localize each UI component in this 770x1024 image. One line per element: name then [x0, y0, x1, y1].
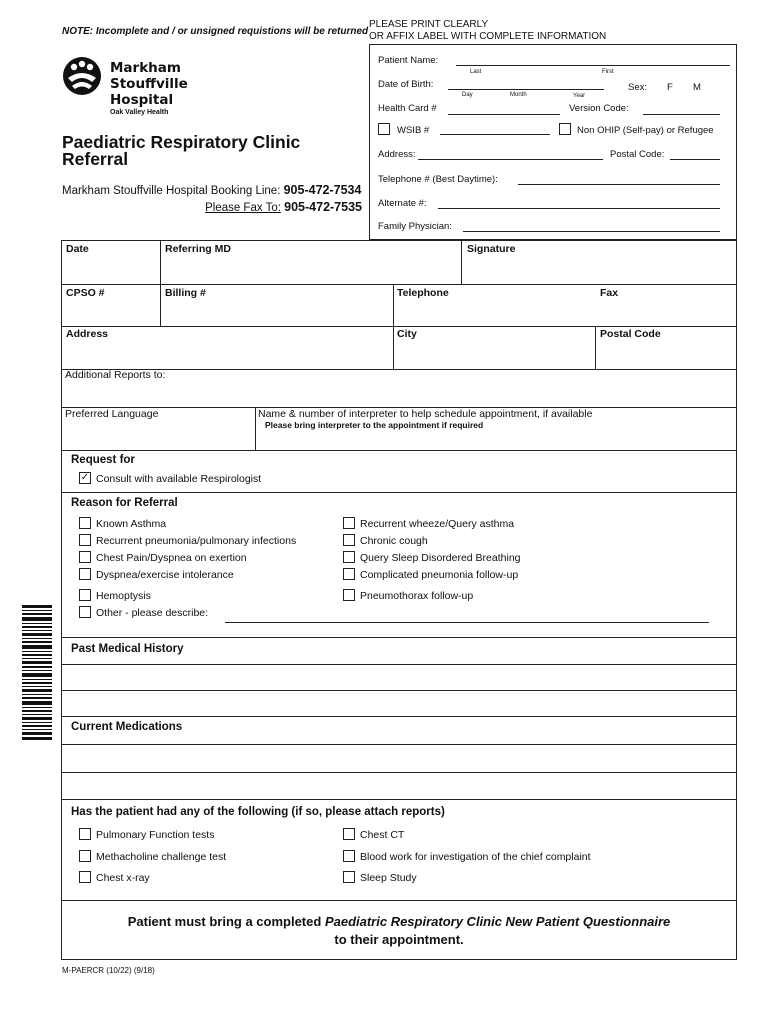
reason-dyspnea[interactable]: Dyspnea/exercise intolerance — [79, 569, 234, 581]
return-note: NOTE: Incomplete and / or unsigned requistions will be returned — [62, 26, 369, 37]
alternate-field[interactable] — [438, 208, 720, 209]
address-field[interactable] — [418, 159, 603, 160]
referral-form — [61, 240, 737, 960]
sex-label: Sex: — [628, 82, 648, 93]
telephone-field[interactable] — [518, 184, 720, 185]
reminder-pre: Patient must bring a completed — [127, 914, 322, 929]
reason-complicated-pneumonia[interactable]: Complicated pneumonia follow-up — [343, 569, 518, 581]
logo-line-1: Markham — [110, 60, 181, 76]
other-describe-field[interactable] — [225, 622, 709, 623]
dob-year-hint: Year — [573, 93, 586, 99]
non-ohip-checkbox[interactable] — [559, 123, 571, 135]
cpso-label: CPSO # — [66, 287, 105, 299]
booking-number: 905-472-7534 — [283, 183, 362, 197]
wsib-label: WSIB # — [397, 125, 430, 136]
form-code: M-PAERCR (10/22) (9/18) — [62, 966, 155, 975]
logo-line-3: Hospital — [110, 92, 174, 108]
reason-heading: Reason for Referral — [71, 497, 178, 509]
patient-name-field[interactable] — [456, 65, 730, 66]
tests-heading: Has the patient had any of the following (if so, please attach reports) — [71, 806, 445, 818]
dob-day-hint: Day — [462, 92, 473, 98]
patient-info-box — [369, 44, 737, 240]
address-label: Address: — [378, 149, 416, 160]
reason-chest-pain[interactable]: Chest Pain/Dyspnea on exertion — [79, 552, 247, 564]
reason-recurrent-pneumonia[interactable]: Recurrent pneumonia/pulmonary infections — [79, 535, 296, 547]
wsib-checkbox[interactable] — [378, 123, 390, 135]
md-postal-label: Postal Code — [600, 328, 661, 340]
dob-label: Date of Birth: — [378, 79, 434, 90]
telephone-md-label: Telephone — [397, 287, 449, 299]
booking-label: Markham Stouffville Hospital Booking Line: — [62, 185, 281, 197]
questionnaire-reminder — [62, 913, 736, 949]
family-physician-field[interactable] — [463, 231, 720, 232]
reminder-post: to their appointment. — [334, 932, 464, 947]
reason-chronic-cough[interactable]: Chronic cough — [343, 535, 428, 547]
version-code-label: Version Code: — [569, 103, 629, 114]
patient-name-label: Patient Name: — [378, 55, 439, 66]
city-label: City — [397, 328, 417, 340]
request-for-heading: Request for — [71, 454, 135, 466]
test-chest-ct[interactable]: Chest CT — [343, 829, 404, 841]
test-blood-work[interactable]: Blood work for investigation of the chief complaint — [343, 851, 591, 863]
telephone-label: Telephone # (Best Daytime): — [378, 174, 498, 185]
preferred-language-label: Preferred Language — [65, 408, 159, 420]
interpreter-note: Please bring interpreter to the appointment if required — [265, 420, 484, 430]
test-methacholine[interactable]: Methacholine challenge test — [79, 851, 226, 863]
health-card-field[interactable] — [448, 114, 560, 115]
fax-label: Please Fax To: — [205, 202, 281, 214]
first-name-hint: First — [602, 69, 614, 75]
dob-field[interactable] — [448, 89, 604, 90]
referring-md-label: Referring MD — [165, 243, 231, 255]
current-medications-heading: Current Medications — [71, 721, 183, 733]
interpreter-label: Name & number of interpreter to help schedule appointment, if available — [258, 408, 593, 420]
test-sleep-study[interactable]: Sleep Study — [343, 872, 417, 884]
logo-subtitle: Oak Valley Health — [110, 109, 169, 116]
print-instruction: PLEASE PRINT CLEARLY — [369, 19, 489, 30]
dob-month-hint: Month — [510, 92, 527, 98]
fax-md-label: Fax — [600, 287, 619, 299]
label-instruction: OR AFFIX LABEL WITH COMPLETE INFORMATION — [369, 31, 607, 42]
hospital-logo-icon — [62, 56, 102, 96]
sex-f-option[interactable]: F — [667, 82, 673, 93]
postal-code-label: Postal Code: — [610, 149, 665, 160]
additional-reports-label: Additional Reports to: — [65, 369, 166, 381]
family-physician-label: Family Physician: — [378, 221, 452, 232]
postal-code-field[interactable] — [670, 159, 720, 160]
alternate-label: Alternate #: — [378, 198, 427, 209]
md-address-label: Address — [66, 328, 109, 340]
signature-label: Signature — [467, 243, 516, 255]
billing-label: Billing # — [165, 287, 206, 299]
hospital-logo — [62, 56, 188, 120]
non-ohip-label: Non OHIP (Self-pay) or Refugee — [577, 125, 714, 136]
fax-number: 905-472-7535 — [284, 200, 362, 214]
health-card-label: Health Card # — [378, 103, 437, 114]
fax-line — [62, 200, 362, 214]
last-name-hint: Last — [470, 69, 482, 75]
questionnaire-name: Paediatric Respiratory Clinic New Patient Questionnaire — [324, 914, 671, 929]
reason-sleep-disordered[interactable]: Query Sleep Disordered Breathing — [343, 552, 521, 564]
reason-recurrent-wheeze[interactable]: Recurrent wheeze/Query asthma — [343, 518, 514, 530]
form-title: Paediatric Respiratory Clinic Referral — [62, 132, 301, 169]
test-pulmonary-function[interactable]: Pulmonary Function tests — [79, 829, 214, 841]
barcode-icon — [22, 605, 52, 740]
reason-pneumothorax[interactable]: Pneumothorax follow-up — [343, 590, 473, 602]
reason-other[interactable]: Other - please describe: — [79, 607, 208, 619]
reason-hemoptysis[interactable]: Hemoptysis — [79, 590, 151, 602]
consult-checkbox[interactable]: ✓ — [80, 472, 90, 484]
test-chest-xray[interactable]: Chest x-ray — [79, 872, 150, 884]
consult-label: Consult with available Respirologist — [96, 473, 262, 485]
date-label: Date — [66, 243, 89, 255]
past-medical-history-heading: Past Medical History — [71, 643, 184, 655]
consult-option[interactable] — [79, 473, 261, 485]
booking-line — [62, 183, 362, 197]
wsib-field[interactable] — [440, 134, 550, 135]
reason-known-asthma[interactable]: Known Asthma — [79, 518, 166, 530]
version-code-field[interactable] — [643, 114, 720, 115]
logo-line-2: Stouffville — [110, 76, 188, 92]
sex-m-option[interactable]: M — [693, 82, 701, 93]
